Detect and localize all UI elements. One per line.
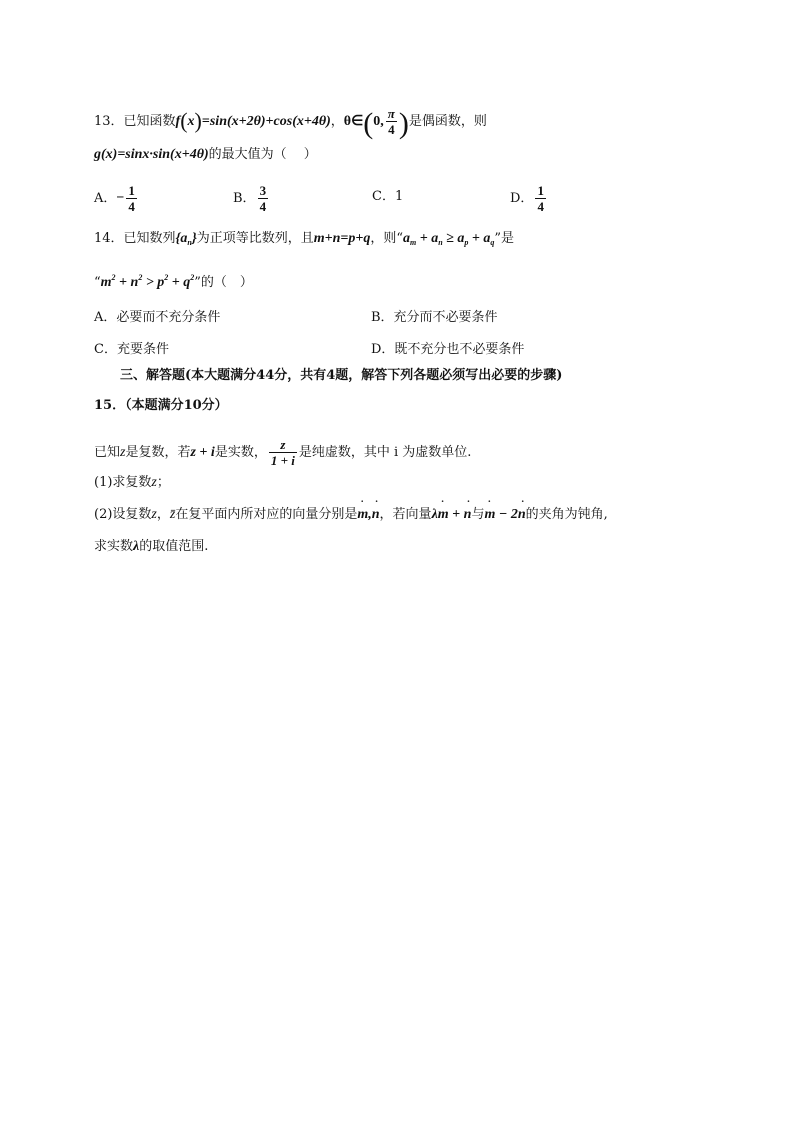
q15-line1 [94, 437, 471, 468]
q15-p1-end: ； [156, 475, 170, 490]
numerator: 1 [537, 183, 544, 198]
pi-symbol: π [387, 106, 395, 121]
option-label: B． [233, 191, 256, 206]
q13-g-expr: g(x)=sinx·sin(x+4θ) [94, 147, 209, 162]
q14-option-c[interactable]: C．充要条件 [94, 342, 169, 357]
square: 2 [111, 273, 116, 282]
minus-sign: − [116, 190, 125, 206]
interval-open: ( [363, 107, 374, 140]
option-label: D． [510, 191, 534, 206]
term-p: > p [142, 275, 165, 290]
option-label: C． [372, 189, 395, 204]
denominator: 4 [128, 199, 135, 214]
q13-suffix: 是偶函数，则 [408, 114, 487, 129]
lambda: λ [431, 507, 438, 522]
vector-n: ˙ n [464, 508, 472, 522]
ineq-ge: ≥ a [442, 231, 465, 246]
term-m: m [100, 275, 112, 290]
q13-interval-left: 0, [373, 114, 384, 129]
q15-p3-end: 的取值范围. [139, 539, 209, 554]
ineq-plus1: + a [416, 231, 439, 246]
q15-p2-mid: 在复平面内所对应的向量分别是 [175, 507, 358, 522]
numerator: 3 [259, 183, 267, 198]
q13-line2-suffix: 的最大值为（ ） [208, 147, 317, 162]
paren-close: ) [194, 108, 202, 133]
q14-option-b[interactable]: B．充分而不必要条件 [371, 310, 498, 325]
var-z: z [151, 475, 157, 490]
q15-l1-end: 是纯虚数，其中 i 为虚数单位. [298, 445, 472, 460]
q13-option-b[interactable] [233, 183, 270, 214]
vector-n: ˙ n [372, 508, 380, 522]
square: 2 [190, 273, 195, 282]
q13-comma: ， [330, 114, 344, 129]
q13-prefix: 13．已知函数 [94, 114, 176, 129]
minus-two: − 2 [495, 507, 518, 522]
numerator: z [269, 437, 297, 453]
square: 2 [164, 273, 169, 282]
q14-line2-end: ”的（ ） [194, 275, 253, 290]
q15-p2-pre: (2)设复数 [94, 507, 152, 522]
denominator: 1 + i [270, 453, 295, 468]
interval-close: ) [398, 107, 409, 140]
ineq-a: a [403, 231, 411, 246]
q14-cond: m+n=p+q [313, 231, 371, 246]
q15-l1-mid2: 是实数， [214, 445, 267, 460]
q13-f-arg: x [187, 114, 195, 129]
numerator: 1 [128, 183, 135, 198]
q14-prefix: 14．已知数列 [94, 231, 176, 246]
q13-f-rhs: sin(x+2θ)+cos(x+4θ) [209, 114, 331, 129]
sub-n: n [438, 238, 443, 247]
q13-option-c[interactable] [372, 190, 403, 203]
q15-p2-mid2: ，若向量 [379, 507, 432, 522]
plus: + [448, 507, 464, 522]
paren-open: ( [180, 108, 188, 133]
q15-p2-end: 的夹角为钝角, [525, 507, 608, 522]
denominator: 4 [259, 199, 267, 214]
sep: ， [156, 507, 170, 522]
q13-theta-in: θ∈ [343, 114, 364, 129]
q13-option-d[interactable] [510, 183, 548, 214]
expr-z-plus-i: z + i [190, 445, 215, 460]
option-value: 1 [394, 189, 404, 204]
q13-eq: = [201, 114, 210, 129]
q14-middle: 为正项等比数列，且 [196, 231, 314, 246]
vector-m: ˙ m [484, 508, 495, 522]
q14-seq: {a [175, 231, 188, 246]
vector-m: ˙ m [438, 508, 449, 522]
term-n: + n [115, 275, 139, 290]
denominator: 4 [537, 199, 544, 214]
term-q: + q [168, 275, 191, 290]
sub-m: m [410, 238, 417, 247]
q15-p3: 求实数 [94, 539, 134, 554]
q15-p1: (1)求复数 [94, 475, 152, 490]
section-heading: 三、解答题(本大题满分44分，共有4题，解答下列各题必须写出必要的步骤) [120, 368, 563, 383]
quote-open: “ [94, 275, 101, 290]
option-label: A． [94, 191, 117, 206]
fraction [258, 183, 269, 214]
fraction [535, 183, 546, 214]
var-z: z [120, 445, 126, 460]
sub-p: p [464, 238, 469, 247]
q15-l1-pre: 已知 [94, 445, 121, 460]
square: 2 [138, 273, 143, 282]
q14-seq-sub: n [187, 238, 192, 247]
q13-line1 [94, 106, 487, 139]
q14-end1: ”是 [494, 231, 515, 246]
vector-n: ˙ n [518, 508, 526, 522]
q14-seq-close: } [191, 231, 197, 246]
var-z-bar: z̄ [169, 507, 176, 522]
q15-title: 15．（本题满分10分） [94, 398, 228, 413]
q13-pi-over-4 [386, 106, 397, 137]
q15-l1-mid: 是复数，若 [125, 445, 191, 460]
q15-part2-line2 [94, 540, 208, 554]
q14-then: ，则“ [370, 231, 404, 246]
lambda: λ [133, 539, 140, 554]
q13-f: f [175, 114, 181, 129]
q13-line2 [94, 148, 317, 162]
q14-line1 [94, 232, 514, 247]
sub-q: q [490, 238, 495, 247]
q14-option-d[interactable]: D．既不充分也不必要条件 [371, 342, 525, 357]
ineq-plus2: + a [468, 231, 491, 246]
q15-part2 [94, 508, 608, 522]
q15-part1 [94, 476, 170, 490]
q14-option-a[interactable]: A．必要而不充分条件 [94, 310, 221, 325]
q14-line2 [94, 274, 253, 290]
fraction-z-over-1-plus-i [269, 437, 297, 468]
fraction [126, 183, 137, 214]
four: 4 [388, 122, 395, 137]
with: 与 [471, 507, 485, 522]
q13-option-a[interactable] [94, 183, 139, 214]
comma: , [368, 507, 372, 522]
var-z: z [151, 507, 157, 522]
vector-m: ˙ m [357, 508, 368, 522]
